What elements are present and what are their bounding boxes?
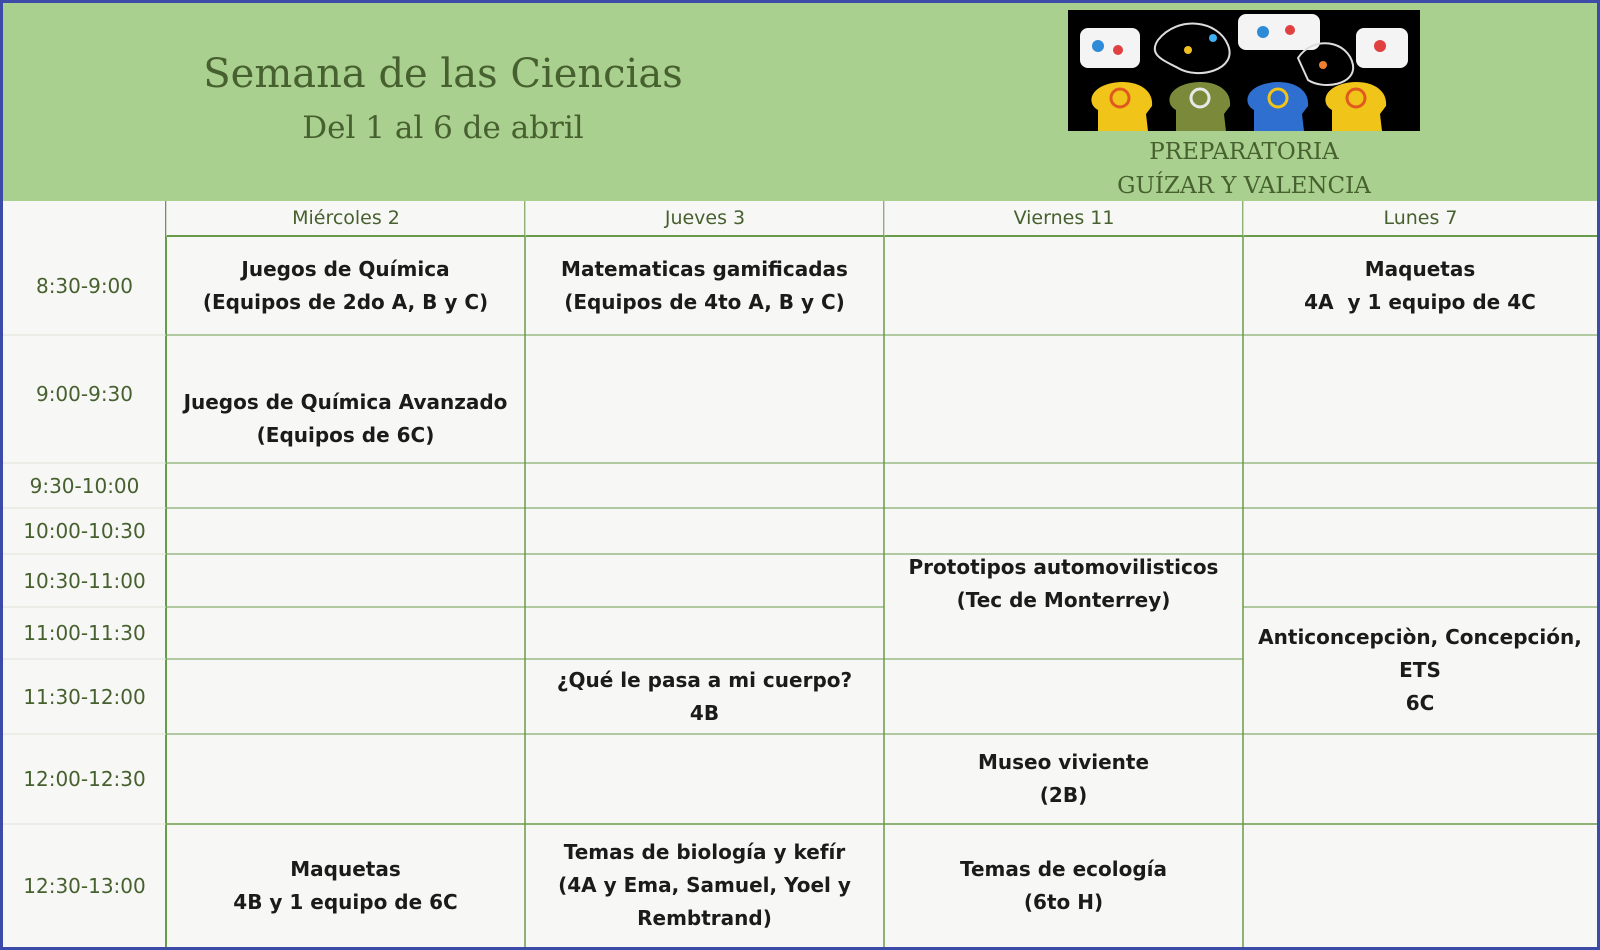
event-que-le-pasa-a-mi-cuerpo bbox=[525, 659, 884, 734]
event-title: Prototipos automovilisticos bbox=[908, 555, 1219, 579]
time-label: 11:30-12:00 bbox=[23, 684, 146, 709]
event-maquetas-4a bbox=[1243, 237, 1597, 335]
event-title: Temas de ecología bbox=[959, 856, 1168, 881]
event-title: Matematicas gamificadas bbox=[561, 257, 848, 281]
day-header-4: Lunes 7 bbox=[1243, 201, 1597, 237]
event-title: Temas de biología y kefír bbox=[563, 840, 846, 864]
event-title: ¿Qué le pasa a mi cuerpo? bbox=[556, 667, 853, 692]
event-detail: 4B bbox=[689, 700, 720, 725]
event-anticoncepcion bbox=[1243, 607, 1597, 734]
time-label: 10:30-11:00 bbox=[23, 568, 146, 593]
time-label: 10:00-10:30 bbox=[23, 519, 146, 543]
day-header-2: Jueves 3 bbox=[525, 201, 884, 237]
event-detail: (Equipos de 4to A, B y C) bbox=[564, 290, 845, 314]
heads-illustration-icon bbox=[1068, 10, 1420, 131]
day-header-1: Miércoles 2 bbox=[166, 201, 525, 237]
event-title: Anticoncepciòn, Concepción, ETS bbox=[1258, 625, 1582, 682]
event-detail: 4B y 1 equipo de 6C bbox=[233, 889, 458, 914]
event-prototipos-automovilisticos bbox=[884, 554, 1243, 614]
page-title: Semana de las Ciencias bbox=[203, 51, 683, 97]
event-temas-biologia-kefir bbox=[525, 824, 884, 947]
event-detail: 6C bbox=[1405, 691, 1435, 715]
day-header-3: Viernes 11 bbox=[884, 201, 1243, 237]
event-detail: 4A y 1 equipo de 4C bbox=[1304, 290, 1536, 314]
time-label: 12:30-13:00 bbox=[23, 873, 146, 898]
event-title: Maquetas bbox=[290, 856, 401, 881]
event-temas-ecologia bbox=[884, 824, 1243, 947]
event-juegos-quimica-avanzado bbox=[166, 335, 525, 463]
event-title: Juegos de Química Avanzado bbox=[183, 390, 508, 414]
event-detail: (Equipos de 6C) bbox=[256, 423, 435, 447]
event-maquetas-4b bbox=[166, 824, 525, 947]
logo-image bbox=[1068, 10, 1420, 131]
time-label: 9:00-9:30 bbox=[35, 382, 134, 406]
header-banner bbox=[3, 3, 1597, 201]
school-name bbox=[1068, 135, 1420, 203]
school-name-line2: GUÍZAR Y VALENCIA bbox=[1117, 173, 1371, 199]
event-title: Museo viviente bbox=[977, 750, 1150, 774]
time-label: 9:30-10:00 bbox=[29, 473, 140, 498]
event-detail: (6to H) bbox=[1023, 889, 1104, 914]
time-label: 11:00-11:30 bbox=[23, 621, 146, 645]
time-label: 8:30-9:00 bbox=[35, 274, 134, 298]
time-label: 12:00-12:30 bbox=[23, 767, 146, 791]
event-detail: (Tec de Monterrey) bbox=[956, 588, 1171, 612]
page-subtitle: Del 1 al 6 de abril bbox=[302, 110, 584, 146]
event-title: Juegos de Química bbox=[241, 257, 450, 281]
event-detail: (Equipos de 2do A, B y C) bbox=[202, 290, 489, 314]
event-detail: (2B) bbox=[1039, 783, 1088, 807]
event-juegos-quimica bbox=[166, 237, 525, 335]
school-name-line1: PREPARATORIA bbox=[1149, 139, 1339, 165]
schedule-grid bbox=[3, 201, 1597, 947]
event-detail: (4A y Ema, Samuel, Yoel y bbox=[558, 873, 851, 897]
event-museo-viviente bbox=[884, 734, 1243, 824]
event-title: Maquetas bbox=[1364, 257, 1476, 281]
event-detail: Rembtrand) bbox=[637, 906, 772, 930]
event-matematicas-gamificadas bbox=[525, 237, 884, 335]
